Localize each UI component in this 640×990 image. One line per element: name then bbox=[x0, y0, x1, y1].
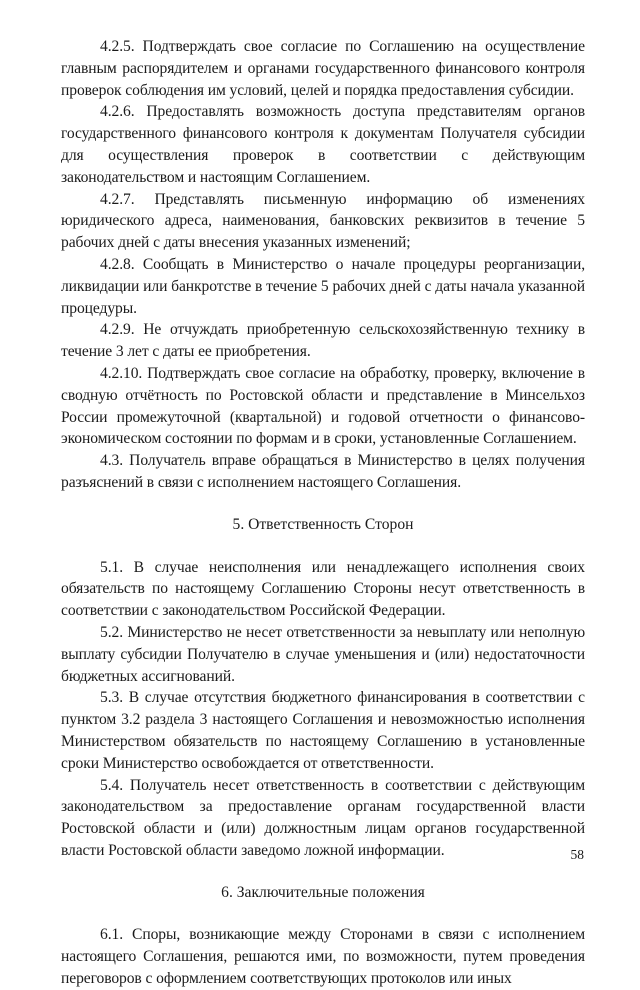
document-body bbox=[61, 36, 585, 990]
section-6-heading: 6. Заключительные положения bbox=[221, 883, 425, 901]
paragraph-5-4: 5.4. Получатель несет ответственность в соответствии с действующим законодательством за предоставление органам государственной власти Ростовской области и (или) должностным лицам органов государственной власти Ростовской области заведомо ложной информации. bbox=[61, 776, 585, 859]
paragraph-5-2: 5.2. Министерство не несет ответственности за невыплату или неполную выплату субсидии Получателю в случае уменьшения и (или) недостаточности бюджетных ассигнований. bbox=[61, 623, 585, 685]
paragraph-4-2-9: 4.2.9. Не отчуждать приобретенную сельскохозяйственную технику в течение 3 лет с даты ее приобретения. bbox=[61, 321, 585, 361]
section-5-heading: 5. Ответственность Сторон bbox=[232, 515, 414, 533]
paragraph-4-2-5: 4.2.5. Подтверждать свое согласие по Соглашению на осуществление главным распорядителем и органами государственного финансового контроля проверок соблюдения им условий, целей и порядка предоставления субсидии. bbox=[61, 38, 585, 99]
paragraph-4-3: 4.3. Получатель вправе обращаться в Министерство в целях получения разъяснений в связи с исполнением настоящего Соглашения. bbox=[61, 452, 585, 491]
paragraph-4-2-8: 4.2.8. Сообщать в Министерство о начале процедуры реорганизации, ликвидации или банкротстве в течение 5 рабочих дней с даты начала указанной процедуры. bbox=[61, 255, 585, 317]
paragraph-6-1: 6.1. Споры, возникающие между Сторонами в связи с исполнением настоящего Соглашения, решаются ими, по возможности, путем проведения переговоров с оформлением соответствующих протоколов или иных bbox=[61, 926, 585, 988]
paragraph-4-2-6: 4.2.6. Предоставлять возможность доступа представителям органов государственного финансового контроля к документам Получателя субсидии для осуществления проверок в соответствии с действующим законодательством и настоящим Соглашением. bbox=[61, 103, 585, 186]
paragraph-4-2-7: 4.2.7. Представлять письменную информацию об изменениях юридического адреса, наименования, банковских реквизитов в течение 5 рабочих дней с даты внесения указанных изменений; bbox=[61, 190, 585, 252]
paragraph-5-3: 5.3. В случае отсутствия бюджетного финансирования в соответствии с пунктом 3.2 раздела 3 настоящего Соглашения и невозможностью исполнения Министерством обязательств по настоящему Соглашению в установленные сроки Министерство освобождается от ответственности. bbox=[61, 689, 585, 772]
paragraph-5-1: 5.1. В случае неисполнения или ненадлежащего исполнения своих обязательств по настоящему Соглашению Стороны несут ответственность в соответствии с законодательством Российской Федерации. bbox=[61, 558, 585, 620]
paragraph-4-2-10: 4.2.10. Подтверждать свое согласие на обработку, проверку, включение в сводную отчётность по Ростовской области и представление в Минсельхоз России промежуточной (квартальной) и годовой отчетности о финансово-экономическом состоянии по формам и в сроки, установленные Соглашением. bbox=[61, 364, 585, 448]
page-number: 58 bbox=[570, 847, 584, 862]
